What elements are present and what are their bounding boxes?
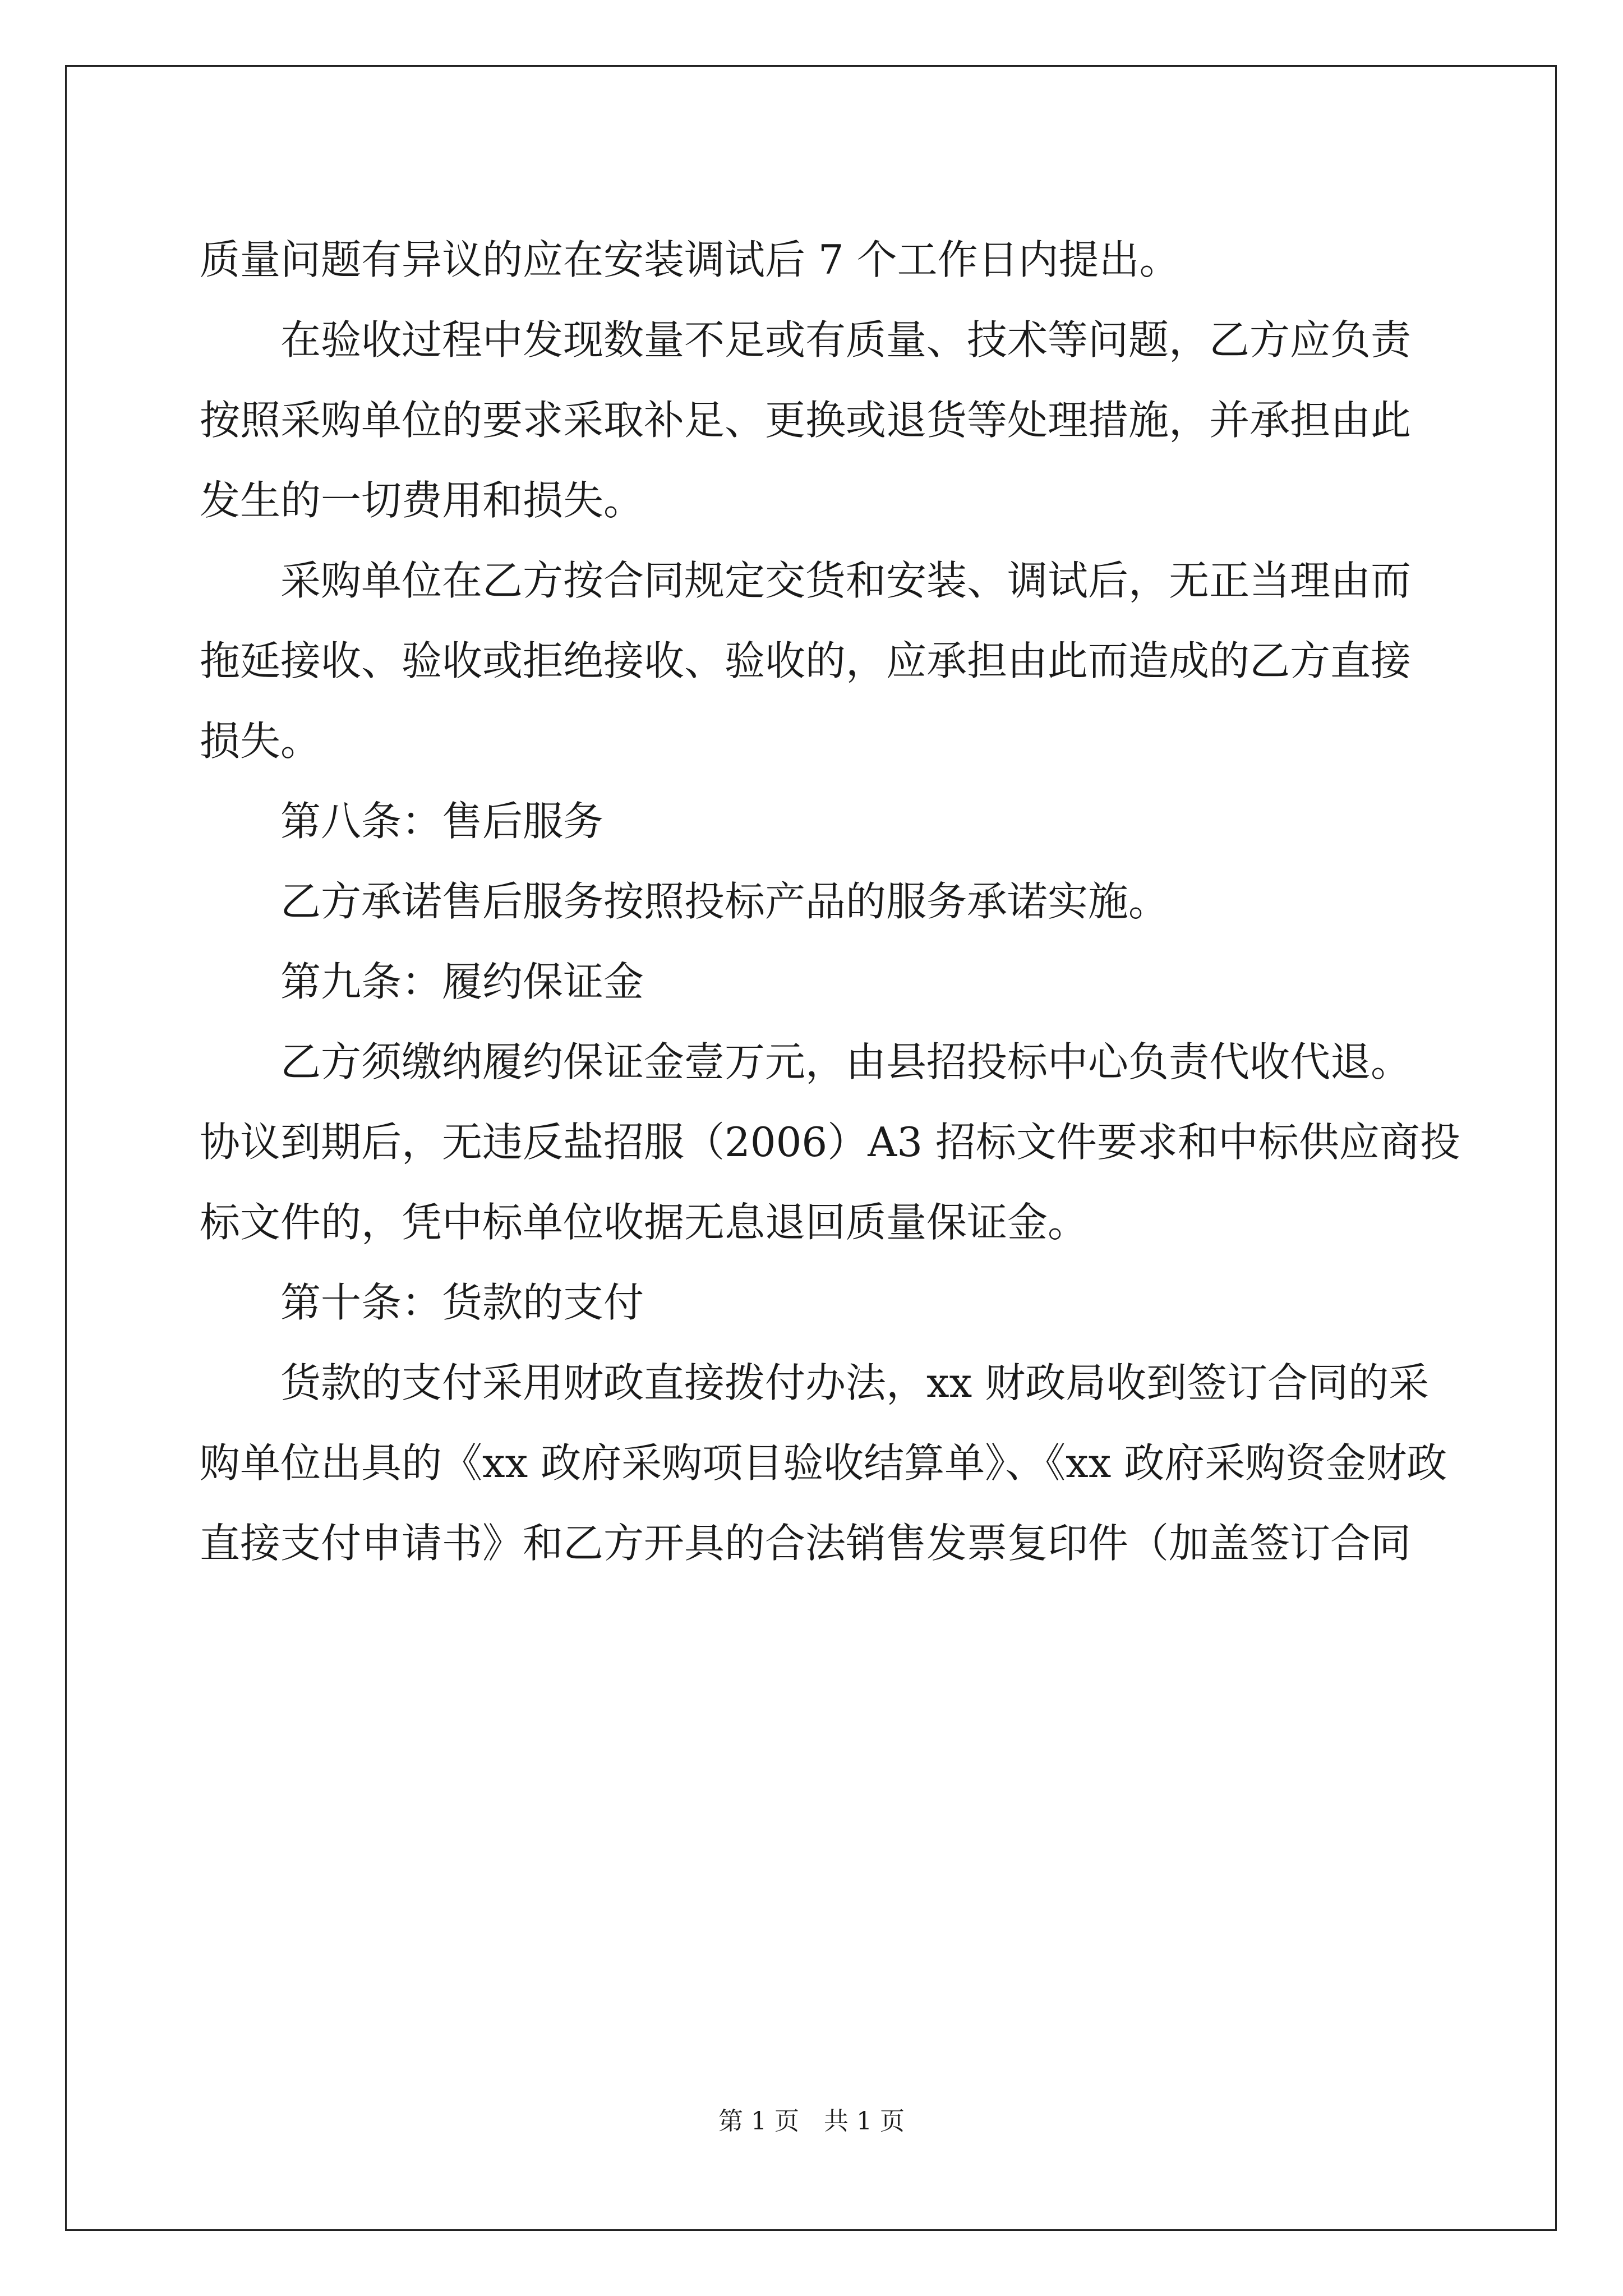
text-line: 乙方承诺售后服务按照投标产品的服务承诺实施。	[280, 878, 1169, 925]
text-line: 货款的支付采用财政直接拨付办法，xx 财政局收到签订合同的采	[280, 1359, 1430, 1406]
section-heading: 第十条：货款的支付	[280, 1279, 644, 1326]
text-line: 在验收过程中发现数量不足或有质量、技术等问题，乙方应负责	[280, 316, 1412, 364]
document-body	[200, 220, 1460, 1584]
text-line: 损失。	[200, 717, 321, 765]
section-heading: 第八条：售后服务	[280, 798, 604, 845]
text-line: 乙方须缴纳履约保证金壹万元，由县招投标中心负责代收代退。	[280, 1038, 1412, 1085]
text-line: 质量问题有异议的应在安装调试后 7 个工作日内提出。	[200, 236, 1180, 283]
page-number-footer: 第 1 页 共 1 页	[718, 2107, 905, 2136]
text-line: 采购单位在乙方按合同规定交货和安装、调试后，无正当理由而	[280, 557, 1412, 604]
text-line: 协议到期后，无违反盐招服（2006）A3 招标文件要求和中标供应商投	[200, 1119, 1460, 1166]
text-line: 购单位出具的《xx 政府采购项目验收结算单》、《xx 政府采购资金财政	[200, 1439, 1447, 1487]
text-line: 发生的一切费用和损失。	[200, 477, 644, 524]
text-line: 按照采购单位的要求采取补足、更换或退货等处理措施，并承担由此	[200, 397, 1412, 444]
text-line: 直接支付申请书》和乙方开具的合法销售发票复印件（加盖签订合同	[200, 1520, 1412, 1567]
text-line: 标文件的，凭中标单位收据无息退回质量保证金。	[200, 1199, 1089, 1246]
section-heading: 第九条：履约保证金	[280, 958, 644, 1005]
text-line: 拖延接收、验收或拒绝接收、验收的，应承担由此而造成的乙方直接	[200, 637, 1412, 684]
